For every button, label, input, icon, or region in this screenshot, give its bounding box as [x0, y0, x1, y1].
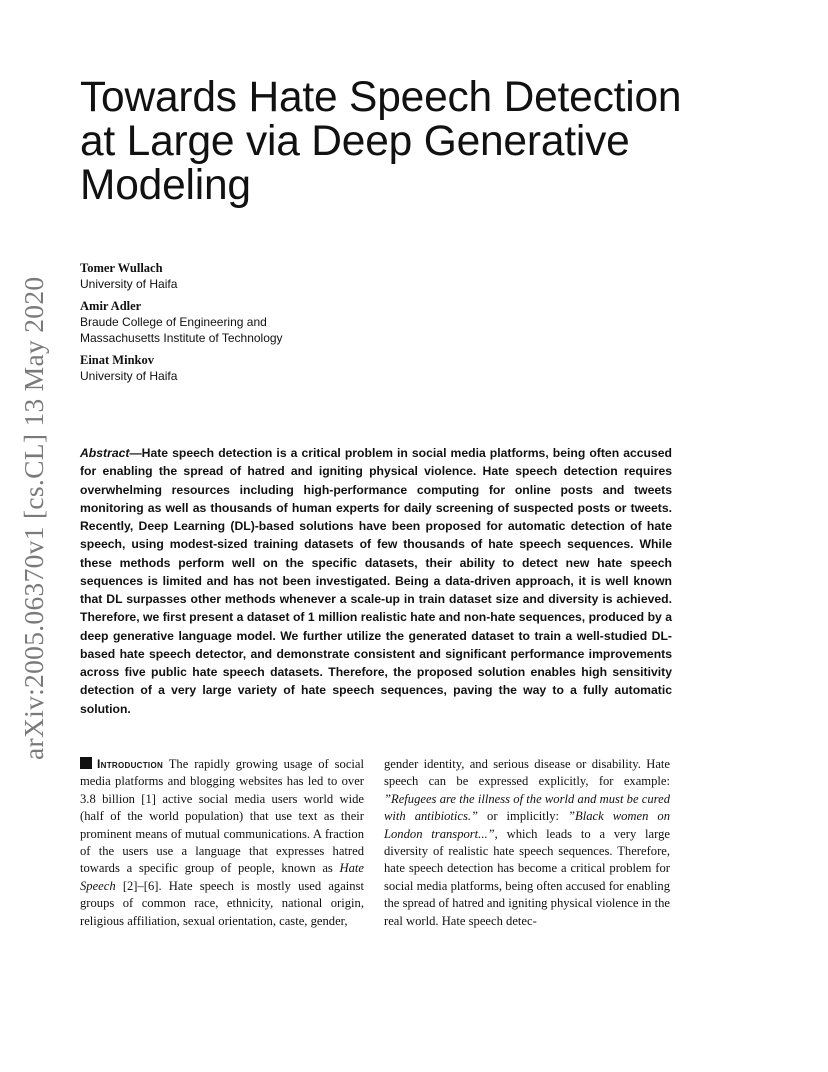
author-entry	[80, 298, 480, 346]
author-entry	[80, 352, 480, 384]
author-affiliation: University of Haifa	[80, 369, 178, 383]
section-heading-introduction: Introduction	[97, 757, 164, 771]
intro-text: The rapidly growing usage of social media platforms and blogging websites has led to over 3.8 billion [1] active social media users world wide (half of the world population) that use text as their prominent means of mutual communications. A fraction of the users use a language that expresses hatred towards a specific group of people, known as	[80, 757, 365, 876]
abstract-text: —Hate speech detection is a critical problem in social media platforms, being often accused for enabling the spread of hatred and igniting physical violence. Hate speech detection requires overwhelming resources including high-performance computing for online posts and tweets monitoring as well as thousands of human experts for daily screening of suspected posts or tweets. Recently, Deep Learning (DL)-based solutions have been proposed for automatic detection of hate speech, using modest-sized training datasets of few thousands of hate speech sequences. While these methods perform well on the specific datasets, their ability to detect new hate speech sequences is limited and has not been investigated. Being a data-driven approach, it is well known that DL surpasses other methods whenever a scale-up in train dataset size and diversity is achieved. Therefore, we first present a dataset of 1 million realistic hate and non-hate sequences, produced by a deep generative language model. We further utilize the generated dataset to train a well-studied DL-based hate speech detector, and demonstrate consistent and significant performance improvements across five public hate speech datasets. Therefore, the proposed solution enables high sensitivity detection of a very large variety of hate speech sequences, paving the way to a fully automatic solution.	[80, 446, 672, 716]
intro-text: or implicitly:	[478, 809, 569, 824]
intro-text: gender identity, and serious disease or disability. Hate speech can be expressed explicitly, for example:	[384, 757, 670, 789]
section-marker-square	[80, 757, 92, 769]
author-affiliation: Massachusetts Institute of Technology	[80, 331, 283, 345]
author-name: Einat Minkov	[80, 353, 154, 367]
abstract	[80, 444, 672, 718]
abstract-label: Abstract	[80, 446, 130, 460]
intro-emphasis: Hate Speech	[80, 861, 364, 893]
intro-text: , which leads to a very large diversity of realistic hate speech sequences. Therefore, hate speech detection has become a critical problem for social media platforms, being often accused for enabling the spread of hatred and igniting physical violence in the real world. Hate speech detec-	[384, 826, 670, 928]
quote-explicit-example: ”Refugees are the illness of the world and must be cured with antibiotics.”	[384, 791, 670, 824]
body-column-right	[384, 756, 670, 930]
author-name: Tomer Wullach	[80, 261, 163, 275]
author-affiliation: University of Haifa	[80, 277, 178, 291]
author-entry	[80, 260, 480, 292]
intro-text: [2]–[6]. Hate speech is mostly used against groups of common race, ethnicity, national origin, religious affiliation, sexual orientation, caste, gender,	[80, 878, 364, 928]
arxiv-identifier-stamp: arXiv:2005.06370v1 [cs.CL] 13 May 2020	[18, 276, 49, 760]
quote-implicit-example: ”Black women on London transport...”	[384, 809, 670, 841]
body-column-left	[80, 756, 364, 930]
paper-title: Towards Hate Speech Detection at Large via Deep Generative Modeling	[80, 74, 682, 209]
author-block	[80, 260, 480, 390]
author-name: Amir Adler	[80, 299, 142, 313]
author-affiliation: Braude College of Engineering and	[80, 315, 267, 329]
